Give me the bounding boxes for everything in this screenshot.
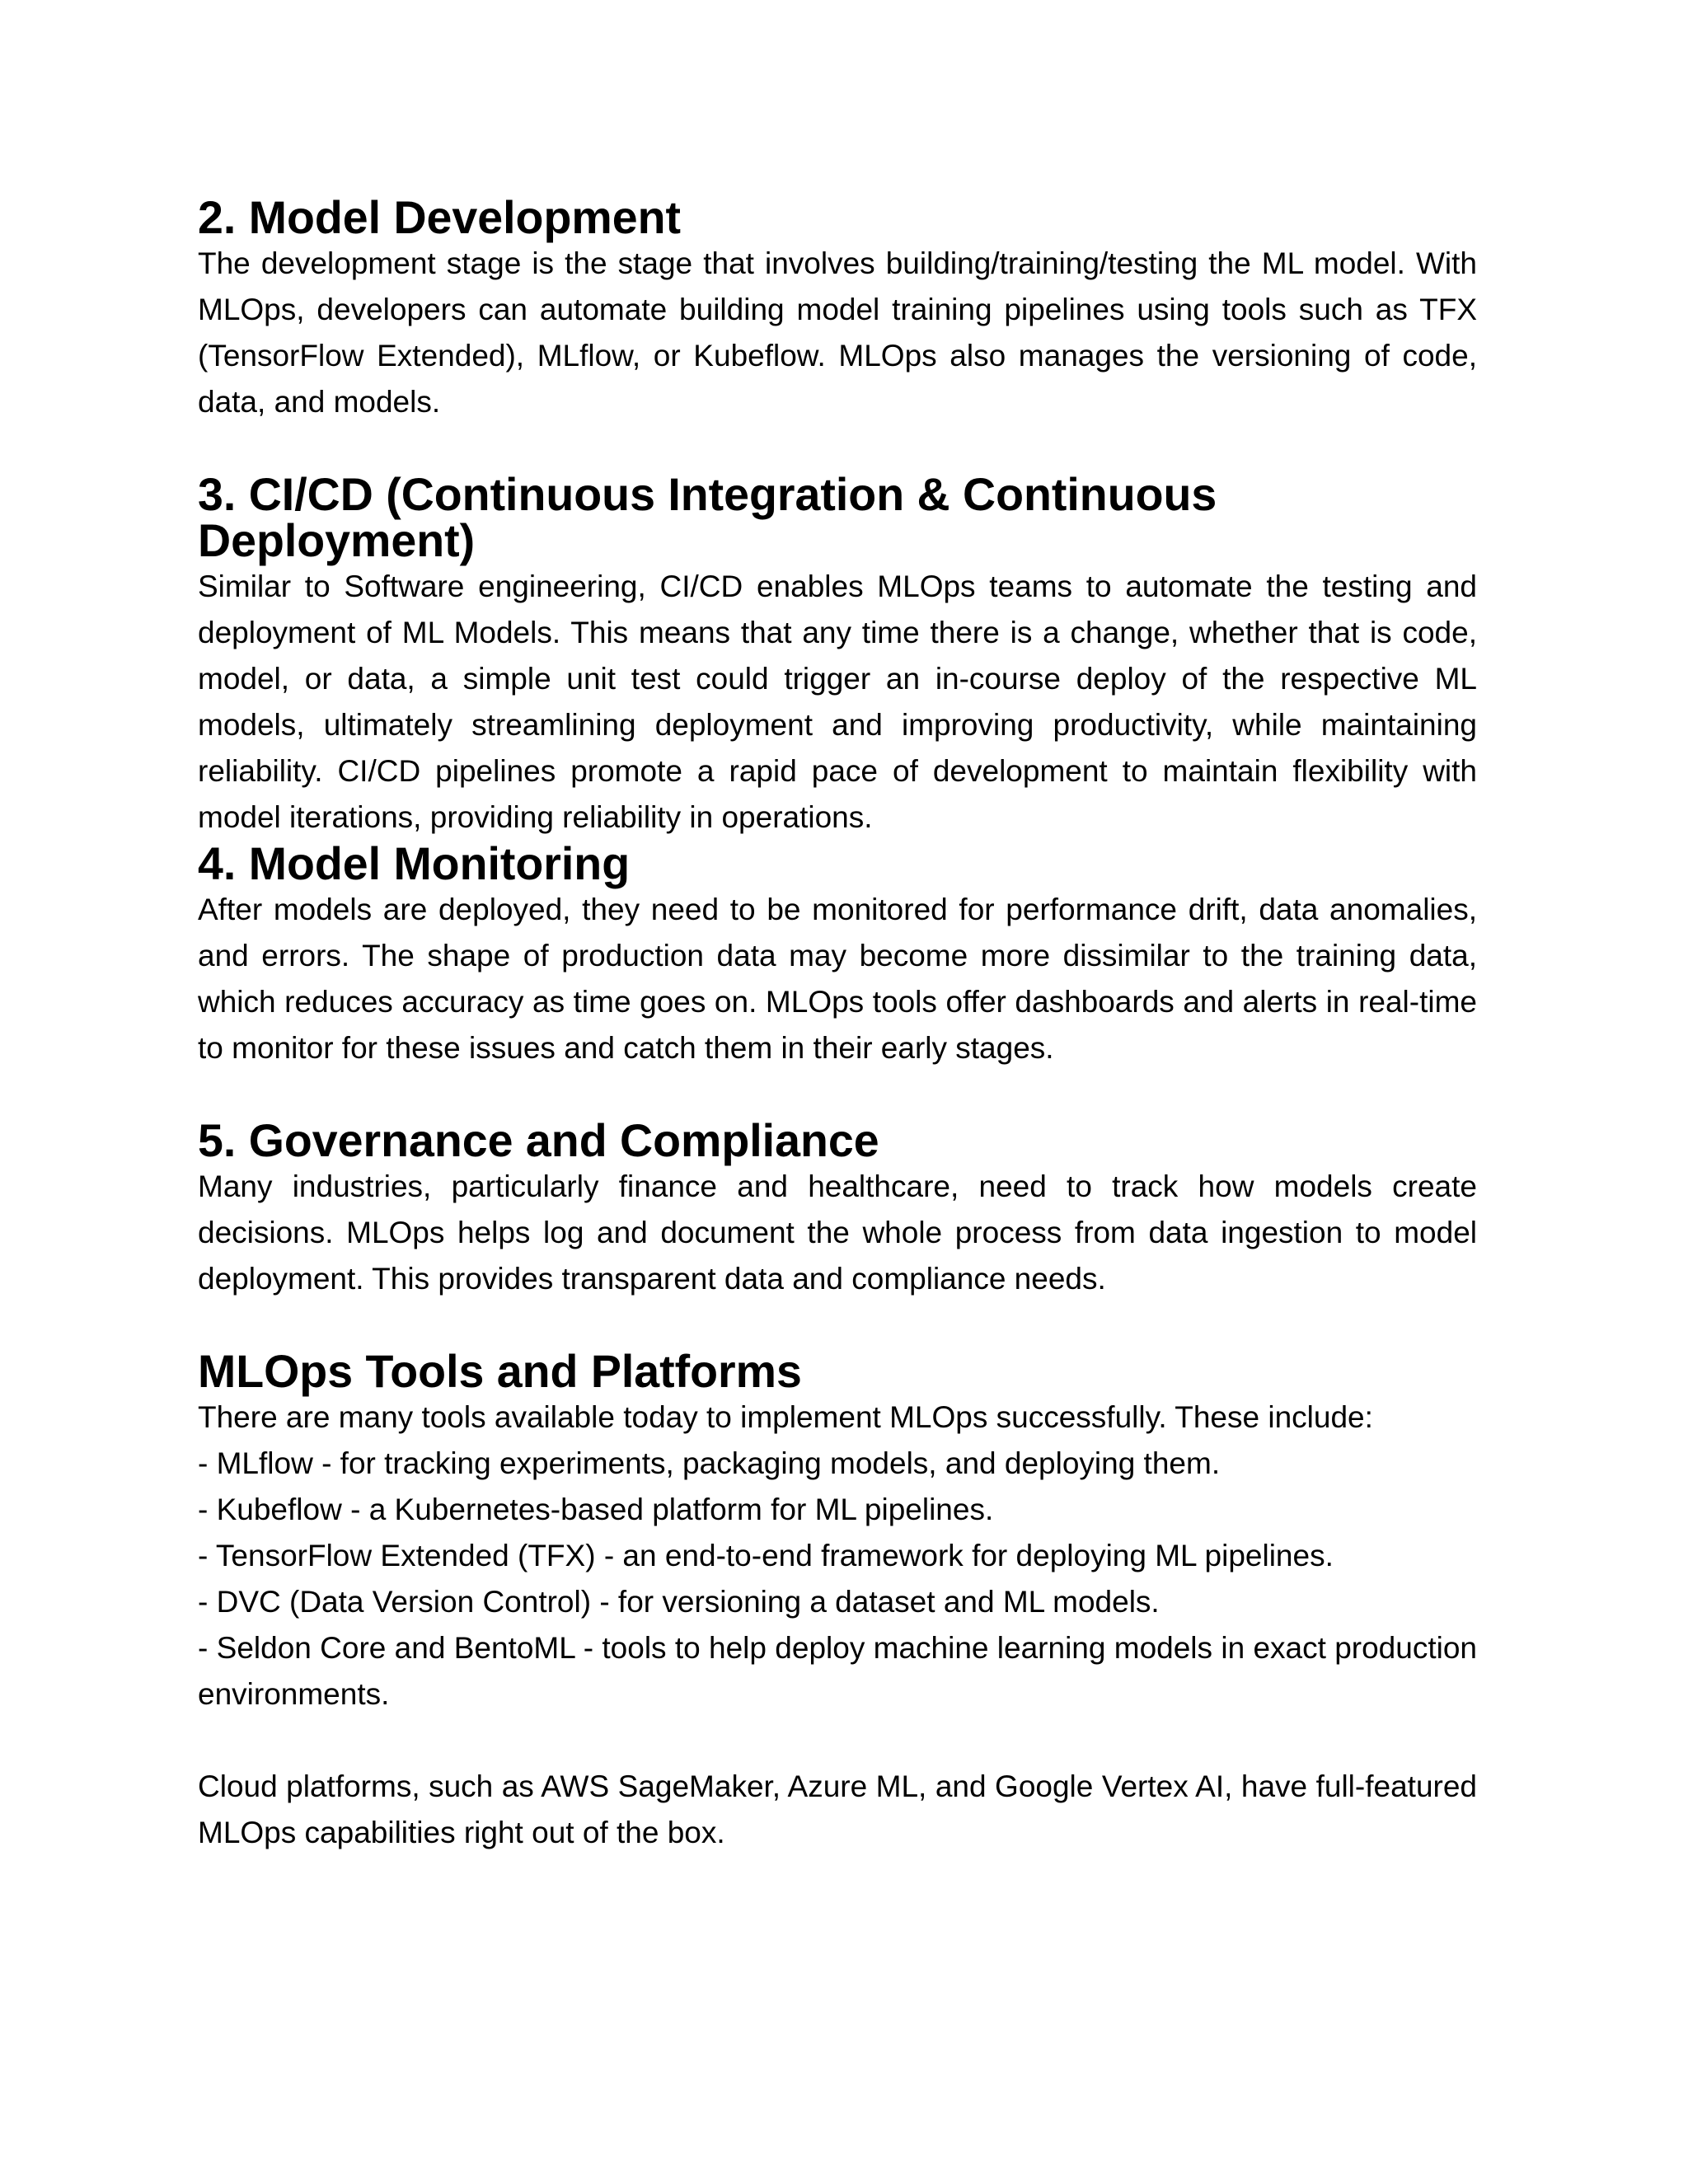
section-heading-ci-cd: 3. CI/CD (Continuous Integration & Continuous Deployment) [198,469,1217,566]
list-item: - Kubeflow - a Kubernetes-based platform for ML pipelines. [198,1493,994,1526]
section-heading-model-development: 2. Model Development [198,192,681,243]
document-page [198,194,1477,1856]
closing-paragraph: Cloud platforms, such as AWS SageMaker, Azure ML, and Google Vertex AI, have full-featured MLOps capabilities right out of the box. [198,1769,1477,1849]
list-item: - MLflow - for tracking experiments, packaging models, and deploying them. [198,1446,1221,1480]
paragraph-spacer [198,1071,1477,1118]
tools-intro: There are many tools available today to implement MLOps successfully. These include: [198,1400,1373,1434]
paragraph-spacer [198,1302,1477,1348]
section-heading-governance: 5. Governance and Compliance [198,1115,879,1166]
section-body-governance: Many industries, particularly finance and healthcare, need to track how models create decisions. MLOps helps log and document the whole process from data ingestion to model deployment. This provides transparent data and compliance needs. [198,1169,1477,1296]
list-item: - TensorFlow Extended (TFX) - an end-to-end framework for deploying ML pipelines. [198,1539,1334,1572]
section-heading-model-monitoring: 4. Model Monitoring [198,838,631,889]
section-body-model-monitoring: After models are deployed, they need to be monitored for performance drift, data anomalies, and errors. The shape of production data may become more dissimilar to the training data, which reduces accuracy as time goes on. MLOps tools offer dashboards and alerts in real-time to monitor for these issues and catch them in their early stages. [198,893,1477,1065]
paragraph-spacer [198,1718,1477,1764]
paragraph-spacer [198,425,1477,471]
section-body-model-development: The development stage is the stage that involves building/training/testing the ML model. With MLOps, developers can automate building model training pipelines using tools such as TFX (TensorFlow Extended), MLflow, or Kubeflow. MLOps also manages the versioning of code, data, and models. [198,246,1477,419]
section-heading-tools: MLOps Tools and Platforms [198,1346,802,1397]
section-body-ci-cd: Similar to Software engineering, CI/CD enables MLOps teams to automate the testing and deployment of ML Models. This means that any time there is a change, whether that is code, model, or data, a simple unit test could trigger an in-course deploy of the respective ML models, ultimately streamlining deployment and improving productivity, while maintaining reliability. CI/CD pipelines promote a rapid pace of development to maintain flexibility with model iterations, providing reliability in operations. [198,569,1477,834]
list-item: - Seldon Core and BentoML - tools to help deploy machine learning models in exact production environments. [198,1631,1477,1711]
list-item: - DVC (Data Version Control) - for versioning a dataset and ML models. [198,1585,1160,1619]
